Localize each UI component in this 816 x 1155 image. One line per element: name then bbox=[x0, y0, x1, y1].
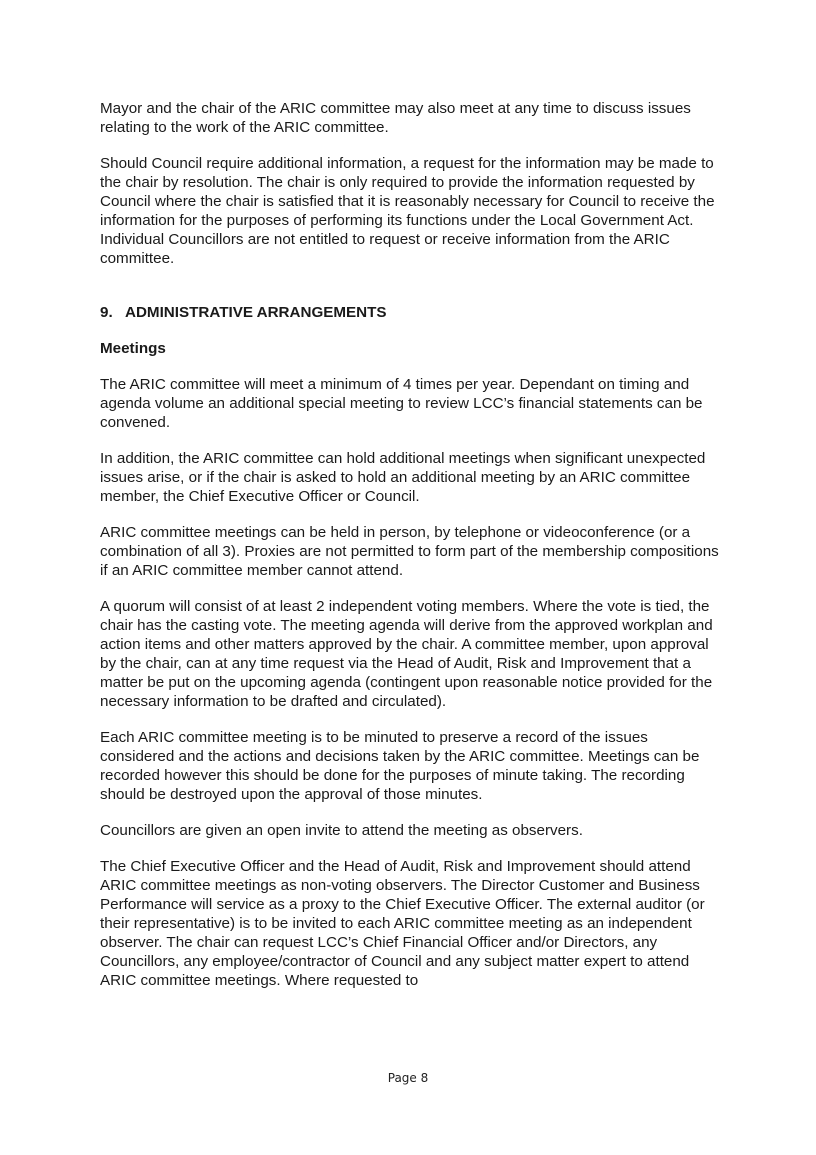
subsection-heading-meetings: Meetings bbox=[100, 340, 166, 357]
document-page bbox=[100, 99, 725, 1007]
section-title: ADMINISTRATIVE ARRANGEMENTS bbox=[125, 304, 387, 321]
section-heading bbox=[100, 303, 725, 322]
paragraph-meeting-format: ARIC committee meetings can be held in person, by telephone or videoconference (or a combination of all 3). Proxies are not permitted to form part of the membership compositions if an ARIC committee member cannot attend. bbox=[100, 524, 719, 579]
paragraph-attendees: The Chief Executive Officer and the Head of Audit, Risk and Improvement should attend ARIC committee meetings as non-voting observers. The Director Customer and Business Performance will service as a proxy to the Chief Executive Officer. The external auditor (or their representative) is to be invited to each ARIC committee meeting as an independent observer. The chair can request LCC’s Chief Financial Officer and/or Directors, any Councillors, any employee/contractor of Council and any subject matter expert to attend ARIC committee meetings. Where requested to bbox=[100, 858, 705, 989]
section-number: 9. bbox=[100, 304, 113, 321]
paragraph-meeting-frequency: The ARIC committee will meet a minimum of 4 times per year. Dependant on timing and agenda volume an additional special meeting to review LCC’s financial statements can be convened. bbox=[100, 376, 703, 431]
page-number: Page 8 bbox=[387, 1071, 429, 1085]
paragraph-additional-meetings: In addition, the ARIC committee can hold additional meetings when significant unexpected issues arise, or if the chair is asked to hold an additional meeting by an ARIC committee member, the Chief Executive Officer or Council. bbox=[100, 450, 706, 505]
paragraph-councillor-observers: Councillors are given an open invite to attend the meeting as observers. bbox=[100, 822, 583, 839]
paragraph-quorum: A quorum will consist of at least 2 independent voting members. Where the vote is tied, the chair has the casting vote. The meeting agenda will derive from the approved workplan and action items and other matters approved by the chair. A committee member, upon approval by the chair, can at any time request via the Head of Audit, Risk and Improvement that a matter be put on the upcoming agenda (contingent upon reasonable notice provided for the necessary information to be drafted and circulated). bbox=[100, 598, 713, 710]
paragraph-chair-meet: Mayor and the chair of the ARIC committee may also meet at any time to discuss issues relating to the work of the ARIC committee. bbox=[100, 100, 691, 136]
paragraph-information-request: Should Council require additional information, a request for the information may be made to the chair by resolution. The chair is only required to provide the information requested by Council where the chair is satisfied that it is reasonably necessary for Council to receive the information for the purposes of performing its functions under the Local Government Act. Individual Councillors are not entitled to request or receive information from the ARIC committee. bbox=[100, 155, 715, 267]
paragraph-minutes: Each ARIC committee meeting is to be minuted to preserve a record of the issues considered and the actions and decisions taken by the ARIC committee. Meetings can be recorded however this should be done for the purposes of minute taking. The recording should be destroyed upon the approval of those minutes. bbox=[100, 729, 700, 803]
